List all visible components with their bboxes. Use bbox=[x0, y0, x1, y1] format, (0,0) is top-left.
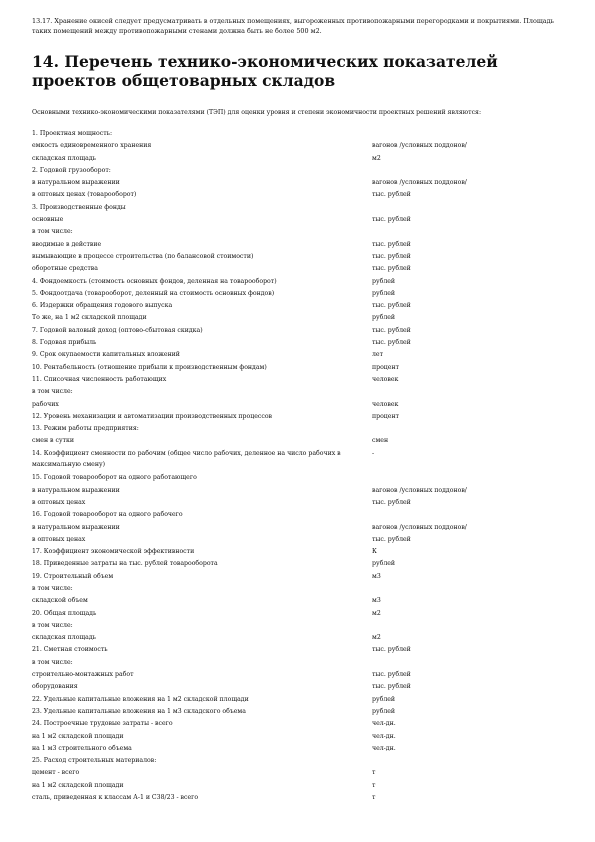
indicator-label: 22. Удельные капитальные вложения на 1 м2 складской площади bbox=[32, 695, 249, 703]
indicator-label: в оптовых ценах bbox=[32, 535, 86, 543]
indicator-unit: тыс. рублей bbox=[372, 498, 411, 506]
indicator-label: оборудования bbox=[32, 683, 78, 691]
indicator-unit: чел-дн. bbox=[372, 732, 396, 740]
indicator-unit: рублей bbox=[372, 277, 396, 285]
indicator-row bbox=[32, 485, 577, 497]
indicator-label: в натуральном выражении bbox=[32, 179, 120, 187]
indicator-row bbox=[32, 706, 577, 718]
indicator-row bbox=[32, 128, 577, 140]
indicator-unit: м2 bbox=[372, 634, 381, 642]
indicator-row bbox=[32, 657, 577, 669]
indicator-label: в том числе: bbox=[32, 658, 73, 666]
indicator-row bbox=[32, 546, 577, 558]
indicator-label: в натуральном выражении bbox=[32, 486, 120, 494]
indicator-unit: рублей bbox=[372, 695, 396, 703]
indicator-unit: тыс. рублей bbox=[372, 326, 411, 334]
indicator-label: емкость единовременного хранения bbox=[32, 142, 152, 150]
indicator-label: на 1 м2 складской площади bbox=[32, 732, 124, 740]
indicator-label: 21. Сметная стоимость bbox=[32, 646, 108, 654]
indicator-label: 1. Проектная мощность: bbox=[32, 130, 113, 137]
indicator-unit: т bbox=[372, 794, 376, 802]
indicator-unit: тыс. рублей bbox=[372, 191, 411, 199]
indicator-row bbox=[32, 374, 577, 386]
indicator-unit: тыс. рублей bbox=[372, 252, 411, 260]
indicator-list bbox=[32, 128, 577, 804]
indicator-label: сталь, приведенная к классам А-1 и С38/23 - всего bbox=[32, 794, 199, 802]
indicator-row bbox=[32, 435, 577, 447]
indicator-unit: чел-дн. bbox=[372, 720, 396, 728]
indicator-row bbox=[32, 608, 577, 620]
indicator-unit: рублей bbox=[372, 560, 396, 568]
indicator-unit: тыс. рублей bbox=[372, 671, 411, 679]
indicator-unit: тыс. рублей bbox=[372, 265, 411, 273]
indicator-label: в натуральном выражении bbox=[32, 523, 120, 531]
indicator-label: 12. Уровень механизации и автоматизации производственных процессов bbox=[32, 412, 273, 420]
indicator-row bbox=[32, 681, 577, 693]
indicator-unit: рублей bbox=[372, 707, 396, 715]
indicator-row bbox=[32, 288, 577, 300]
indicator-unit: рублей bbox=[372, 314, 396, 322]
indicator-unit: м3 bbox=[372, 572, 381, 580]
indicator-label: 9. Срок окупаемости капитальных вложений bbox=[32, 351, 180, 359]
indicator-label: 14. Коэффициент сменности по рабочим (общее число рабочих, деленное на число рабочих в максимальную смену) bbox=[32, 449, 341, 468]
indicator-row bbox=[32, 399, 577, 411]
indicator-label: 10. Рентабельность (отношение прибыли к производственным фондам) bbox=[32, 363, 267, 371]
indicator-label: на 1 м3 строительного объема bbox=[32, 744, 132, 752]
indicator-row bbox=[32, 509, 577, 521]
indicator-row bbox=[32, 731, 577, 743]
indicator-row bbox=[32, 522, 577, 534]
indicator-label: в том числе: bbox=[32, 621, 73, 629]
indicator-label: складской объем bbox=[32, 597, 88, 605]
indicator-unit: тыс. рублей bbox=[372, 646, 411, 654]
indicator-label: 18. Приведенные затраты на тыс. рублей товарооборота bbox=[32, 560, 218, 568]
indicator-unit: лет bbox=[372, 351, 384, 359]
section-heading: 14. Перечень технико-экономических показателей проектов общетоварных складов bbox=[32, 52, 498, 90]
indicator-unit: К bbox=[372, 548, 377, 556]
indicator-label: 16. Годовой товарооборот на одного рабочего bbox=[32, 511, 183, 519]
indicator-unit: м2 bbox=[372, 609, 381, 617]
indicator-label: рабочих bbox=[32, 400, 59, 408]
indicator-unit: человек bbox=[372, 375, 399, 383]
indicator-label: вводимые в действие bbox=[32, 240, 102, 248]
indicator-row bbox=[32, 472, 577, 484]
indicator-label: складская площадь bbox=[32, 154, 97, 162]
indicator-row bbox=[32, 189, 577, 201]
indicator-unit: человек bbox=[372, 400, 399, 408]
indicator-label: в оптовых ценах (товарооборот) bbox=[32, 191, 137, 199]
indicator-row bbox=[32, 694, 577, 706]
indicator-unit: смен bbox=[372, 437, 389, 445]
indicator-unit: тыс. рублей bbox=[372, 535, 411, 543]
indicator-row bbox=[32, 423, 577, 435]
indicator-row bbox=[32, 595, 577, 607]
indicator-row bbox=[32, 534, 577, 546]
indicator-row bbox=[32, 251, 577, 263]
indicator-label: 20. Общая площадь bbox=[32, 609, 97, 617]
indicator-label: 24. Построечные трудовые затраты - всего bbox=[32, 720, 173, 728]
indicator-row bbox=[32, 448, 577, 473]
indicator-row bbox=[32, 669, 577, 681]
indicator-label: 4. Фондоемкость (стоимость основных фондов, деленная на товарооборот) bbox=[32, 277, 277, 285]
indicator-label: на 1 м2 складской площади bbox=[32, 781, 124, 789]
indicator-row bbox=[32, 276, 577, 288]
indicator-unit: процент bbox=[372, 412, 399, 420]
indicator-row bbox=[32, 583, 577, 595]
indicator-row bbox=[32, 165, 577, 177]
indicator-row bbox=[32, 558, 577, 570]
indicator-unit: вагонов /условных поддонов/ bbox=[372, 523, 467, 531]
indicator-row bbox=[32, 386, 577, 398]
indicator-unit: вагонов /условных поддонов/ bbox=[372, 486, 467, 494]
indicator-row bbox=[32, 177, 577, 189]
indicator-row bbox=[32, 755, 577, 767]
indicator-unit: чел-дн. bbox=[372, 744, 396, 752]
indicator-label: 8. Годовая прибыль bbox=[32, 339, 97, 347]
indicator-label: 19. Строительный объем bbox=[32, 572, 114, 580]
indicator-unit: тыс. рублей bbox=[372, 216, 411, 224]
indicator-row bbox=[32, 337, 577, 349]
indicator-unit: тыс. рублей bbox=[372, 302, 411, 310]
indicator-row bbox=[32, 312, 577, 324]
indicator-unit: тыс. рублей bbox=[372, 683, 411, 691]
indicator-unit: м2 bbox=[372, 154, 381, 162]
indicator-label: основные bbox=[32, 216, 64, 224]
indicator-label: 13. Режим работы предприятия: bbox=[32, 425, 139, 433]
indicator-label: 11. Списочная численность работающих bbox=[32, 375, 167, 383]
indicator-label: 25. Расход строительных материалов: bbox=[32, 757, 157, 765]
intro-paragraph: 13.17. Хранение окисей следует предусматривать в отдельных помещениях, выгороженных противопожарными перегородками и покрытиями. Площадь таких помещений между противопожарными стенами должна быть не более 500 м2. bbox=[32, 17, 555, 35]
indicator-label: 5. Фондоотдача (товарооборот, деленный на стоимость основных фондов) bbox=[32, 289, 275, 297]
indicator-unit: рублей bbox=[372, 289, 396, 297]
indicator-label: складская площадь bbox=[32, 634, 97, 642]
indicator-row bbox=[32, 325, 577, 337]
indicator-row bbox=[32, 263, 577, 275]
indicator-unit: м3 bbox=[372, 597, 381, 605]
indicator-label: 23. Удельные капитальные вложения на 1 м3 складского объема bbox=[32, 707, 246, 715]
indicator-row bbox=[32, 767, 577, 779]
indicator-unit: вагонов /условных поддонов/ bbox=[372, 142, 467, 150]
indicator-row bbox=[32, 226, 577, 238]
indicator-unit: т bbox=[372, 769, 376, 777]
indicator-row bbox=[32, 632, 577, 644]
indicator-label: цемент - всего bbox=[32, 769, 80, 777]
indicator-row bbox=[32, 202, 577, 214]
indicator-label: в том числе: bbox=[32, 584, 73, 592]
indicator-label: в том числе: bbox=[32, 388, 73, 396]
indicator-label: вымывающие в процессе строительства (по балансовой стоимости) bbox=[32, 252, 254, 260]
indicator-label: в оптовых ценах bbox=[32, 498, 86, 506]
indicator-row bbox=[32, 239, 577, 251]
indicator-label: 7. Годовой валовый доход (оптово-сбытовая скидка) bbox=[32, 326, 203, 334]
indicator-label: То же, на 1 м2 складской площади bbox=[32, 314, 147, 322]
indicator-label: 6. Издержки обращения годового выпуска bbox=[32, 302, 173, 310]
indicator-row bbox=[32, 153, 577, 165]
indicator-unit: т bbox=[372, 781, 376, 789]
lead-paragraph: Основными технико-экономическими показателями (ТЭП) для оценки уровня и степени экономичности проектных решений являются: bbox=[32, 109, 482, 116]
indicator-row bbox=[32, 718, 577, 730]
indicator-label: в том числе: bbox=[32, 228, 73, 236]
indicator-unit: тыс. рублей bbox=[372, 240, 411, 248]
indicator-row bbox=[32, 497, 577, 509]
indicator-row bbox=[32, 140, 577, 152]
indicator-label: 17. Коэффициент экономической эффективности bbox=[32, 548, 195, 556]
indicator-label: строительно-монтажных работ bbox=[32, 671, 134, 679]
indicator-row bbox=[32, 620, 577, 632]
indicator-label: 2. Годовой грузооборот: bbox=[32, 166, 111, 174]
indicator-row bbox=[32, 743, 577, 755]
indicator-row bbox=[32, 792, 577, 804]
indicator-label: 15. Годовой товарооборот на одного работающего bbox=[32, 474, 197, 482]
indicator-unit: процент bbox=[372, 363, 399, 371]
indicator-row bbox=[32, 644, 577, 656]
indicator-row bbox=[32, 411, 577, 423]
indicator-row bbox=[32, 362, 577, 374]
indicator-row bbox=[32, 571, 577, 583]
indicator-unit: тыс. рублей bbox=[372, 339, 411, 347]
indicator-row bbox=[32, 214, 577, 226]
indicator-label: оборотные средства bbox=[32, 265, 98, 273]
indicator-unit: - bbox=[372, 449, 375, 457]
indicator-row bbox=[32, 349, 577, 361]
indicator-label: смен в сутки bbox=[32, 437, 75, 445]
indicator-label: 3. Производственные фонды bbox=[32, 203, 126, 211]
indicator-unit: вагонов /условных поддонов/ bbox=[372, 179, 467, 187]
indicator-row bbox=[32, 300, 577, 312]
indicator-row bbox=[32, 780, 577, 792]
